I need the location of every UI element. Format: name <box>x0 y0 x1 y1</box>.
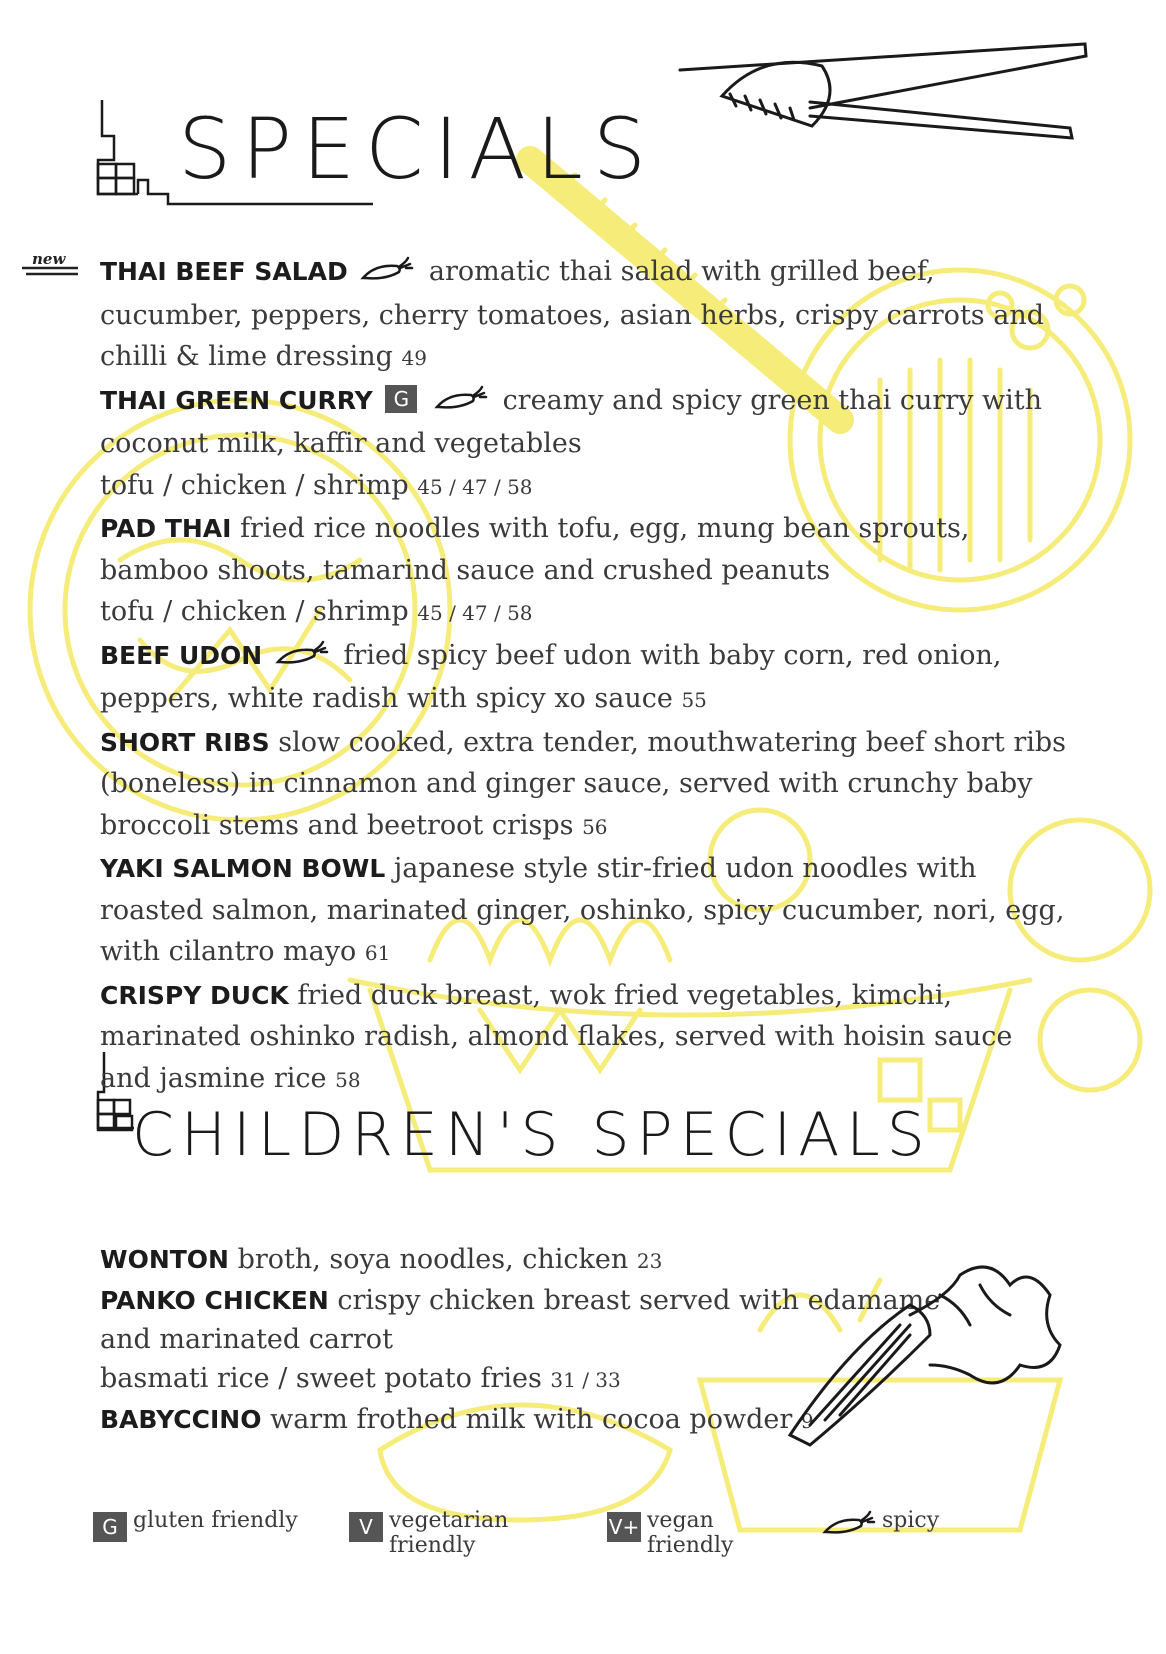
legend-vegan-friendly <box>607 1508 733 1558</box>
item-price: 61 <box>364 941 391 965</box>
legend-label: vegan <box>647 1508 714 1533</box>
item-description: slow cooked, extra tender, mouthwatering beef short ribs (boneless) in cinnamon and ginger sauce, served with crunchy baby broccoli stems and beetroot crisps <box>100 726 1067 841</box>
menu-item <box>100 722 1070 849</box>
legend-label-line2: friendly <box>389 1533 476 1558</box>
item-price: 23 <box>636 1249 663 1273</box>
chili-icon <box>275 637 331 679</box>
item-name: WONTON <box>100 1245 229 1274</box>
vegan-badge: V+ <box>607 1512 641 1542</box>
item-options: tofu / chicken / shrimp <box>100 596 409 627</box>
item-name: CRISPY DUCK <box>100 980 289 1010</box>
item-description: creamy and spicy green thai curry with coconut milk, kaffir and vegetables <box>100 384 1043 459</box>
item-price: 49 <box>401 346 427 370</box>
chili-icon <box>434 382 490 424</box>
item-description: fried duck breast, wok fried vegetables, kimchi, marinated oshinko radish, almond flakes, served with hoisin sauce and jasmine rice <box>100 979 1013 1094</box>
item-description: warm frothed milk with cocoa powder <box>270 1404 793 1435</box>
item-description: aromatic thai salad with grilled beef, cucumber, peppers, cherry tomatoes, asian herbs, crispy carrots and chilli & lime dressing <box>100 256 1044 372</box>
item-name: PAD THAI <box>100 514 232 543</box>
item-description: broth, soya noodles, chicken <box>237 1244 629 1275</box>
item-name: YAKI SALMON BOWL <box>100 854 386 883</box>
vegetarian-badge: V <box>349 1512 383 1542</box>
item-price: 45 / 47 / 58 <box>417 601 533 625</box>
item-name: THAI GREEN CURRY <box>100 385 373 415</box>
item-price: 55 <box>681 688 707 712</box>
item-options: tofu / chicken / shrimp <box>100 469 409 501</box>
legend-spicy <box>818 1508 939 1542</box>
item-name: BABYCCINO <box>100 1405 262 1434</box>
legend-label: spicy <box>882 1508 940 1533</box>
menu-item <box>100 508 1070 635</box>
item-price: 9 <box>800 1409 814 1433</box>
legend-label: gluten friendly <box>133 1508 298 1533</box>
childrens-specials-title: CHILDREN'S SPECIALS <box>132 1100 932 1170</box>
chopsticks-dumpling-icon <box>670 38 1140 148</box>
item-name: SHORT RIBS <box>100 727 270 757</box>
item-name: BEEF UDON <box>100 640 263 670</box>
menu-item <box>100 251 1070 380</box>
menu-item <box>100 380 1070 509</box>
gluten-badge: G <box>93 1512 127 1542</box>
specials-title: SPECIALS <box>178 100 657 198</box>
legend-gluten-friendly <box>93 1508 298 1542</box>
legend-label: vegetarian <box>389 1508 509 1533</box>
new-tag <box>20 250 82 284</box>
item-name: THAI BEEF SALAD <box>100 257 348 286</box>
scallion-drawing-icon <box>780 1255 1090 1455</box>
item-name: PANKO CHICKEN <box>100 1286 329 1315</box>
gluten-badge: G <box>385 385 417 413</box>
item-description: japanese style stir-fried udon noodles with roasted salmon, marinated ginger, oshinko, spicy cucumber, nori, egg, with cilantro mayo <box>100 853 1065 967</box>
menu-item <box>100 635 1070 722</box>
item-price: 45 / 47 / 58 <box>417 474 533 499</box>
legend-vegetarian-friendly <box>349 1508 508 1558</box>
menu-item <box>100 848 1070 975</box>
item-description: fried rice noodles with tofu, egg, mung bean sprouts, bamboo shoots, tamarind sauce and crushed peanuts <box>100 513 970 586</box>
item-description-cont: and marinated carrot <box>100 1324 393 1355</box>
chili-icon <box>360 253 416 295</box>
menu-item <box>100 975 1070 1102</box>
item-price: 58 <box>335 1067 361 1092</box>
item-price: 31 / 33 <box>550 1368 621 1392</box>
specials-list <box>100 251 1070 1101</box>
item-options: basmati rice / sweet potato fries <box>100 1363 542 1394</box>
chili-icon <box>822 1510 878 1542</box>
item-price: 56 <box>582 814 608 839</box>
item-description: fried spicy beef udon with baby corn, red onion, peppers, white radish with spicy xo sauce <box>100 639 1002 714</box>
legend-label-line2: friendly <box>647 1533 734 1558</box>
new-label: new <box>32 250 66 268</box>
item-description: crispy chicken breast served with edamame <box>337 1285 941 1316</box>
